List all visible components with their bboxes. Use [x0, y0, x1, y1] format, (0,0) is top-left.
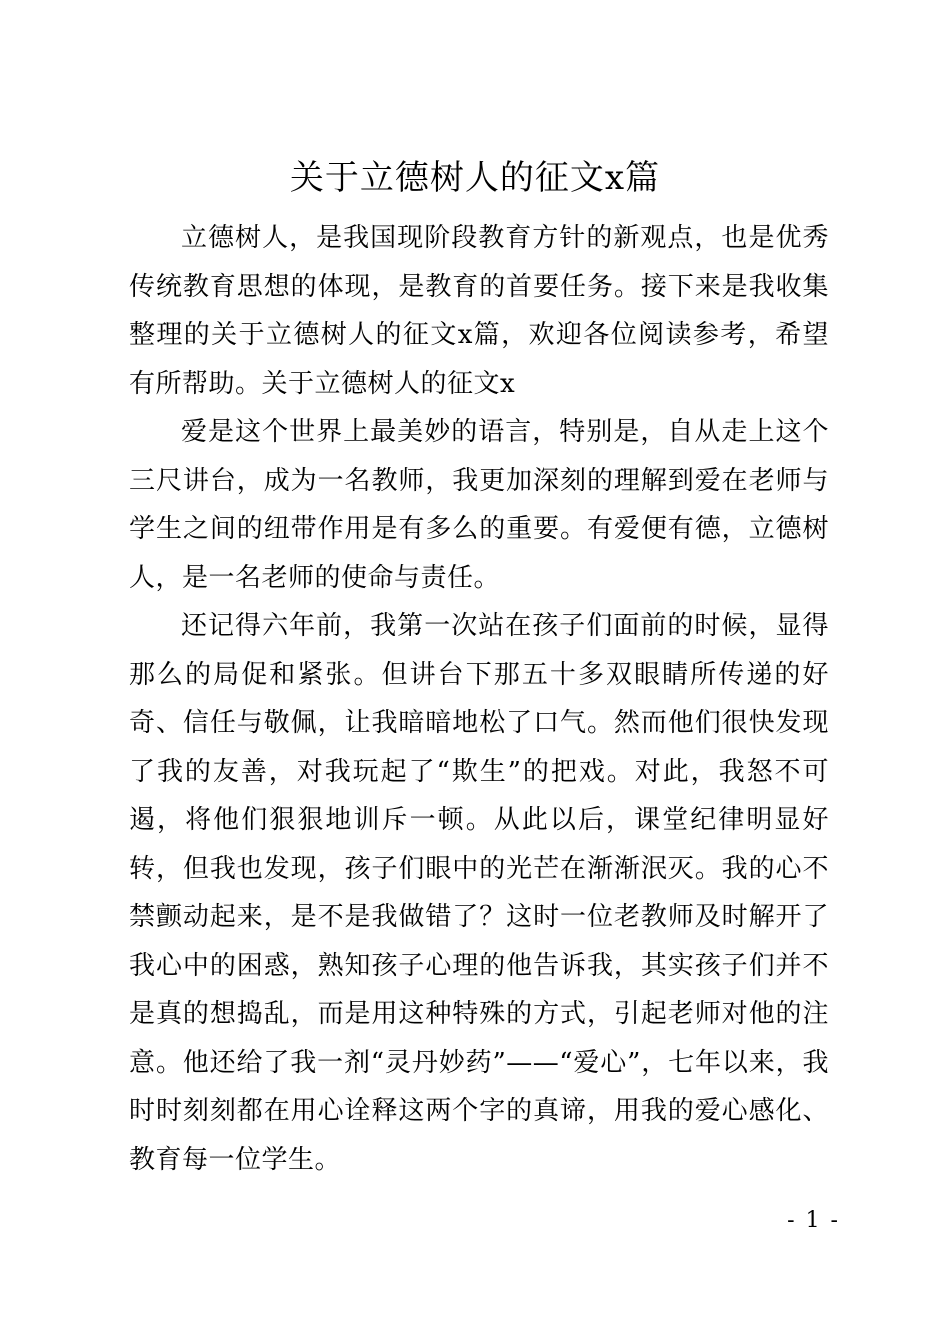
- document-title: 关于立德树人的征文x篇: [289, 158, 661, 198]
- document-body: [129, 214, 829, 1184]
- paragraph-love: 爱是这个世界上最美妙的语言，特别是，自从走上这个三尺讲台，成为一名教师，我更加深刻的理解到爱在老师与学生之间的纽带作用是有多么的重要。有爱便有德，立德树人，是一名老师的使命与责任。: [129, 417, 829, 593]
- page-number: - 1 -: [787, 1208, 840, 1233]
- paragraph-memory: 还记得六年前，我第一次站在孩子们面前的时候，显得那么的局促和紧张。但讲台下那五十多双眼睛所传递的好奇、信任与敬佩，让我暗暗地松了口气。然而他们很快发现了我的友善，对我玩起了“欺生”的把戏。对此，我怒不可遏，将他们狠狠地训斥一顿。从此以后，课堂纪律明显好转，但我也发现，孩子们眼中的光芒在渐渐泯灭。我的心不禁颤动起来，是不是我做错了？这时一位老教师及时解开了我心中的困惑，熟知孩子心理的他告诉我，其实孩子们并不是真的想捣乱，而是用这种特殊的方式，引起老师对他的注意。他还给了我一剂“灵丹妙药”——“爱心”，七年以来，我时时刻刻都在用心诠释这两个字的真谛，用我的爱心感化、教育每一位学生。: [129, 611, 829, 1175]
- paragraph-intro: 立德树人，是我国现阶段教育方针的新观点，也是优秀传统教育思想的体现，是教育的首要任务。接下来是我收集整理的关于立德树人的征文x篇，欢迎各位阅读参考，希望有所帮助。关于立德树人的征文x: [129, 223, 829, 399]
